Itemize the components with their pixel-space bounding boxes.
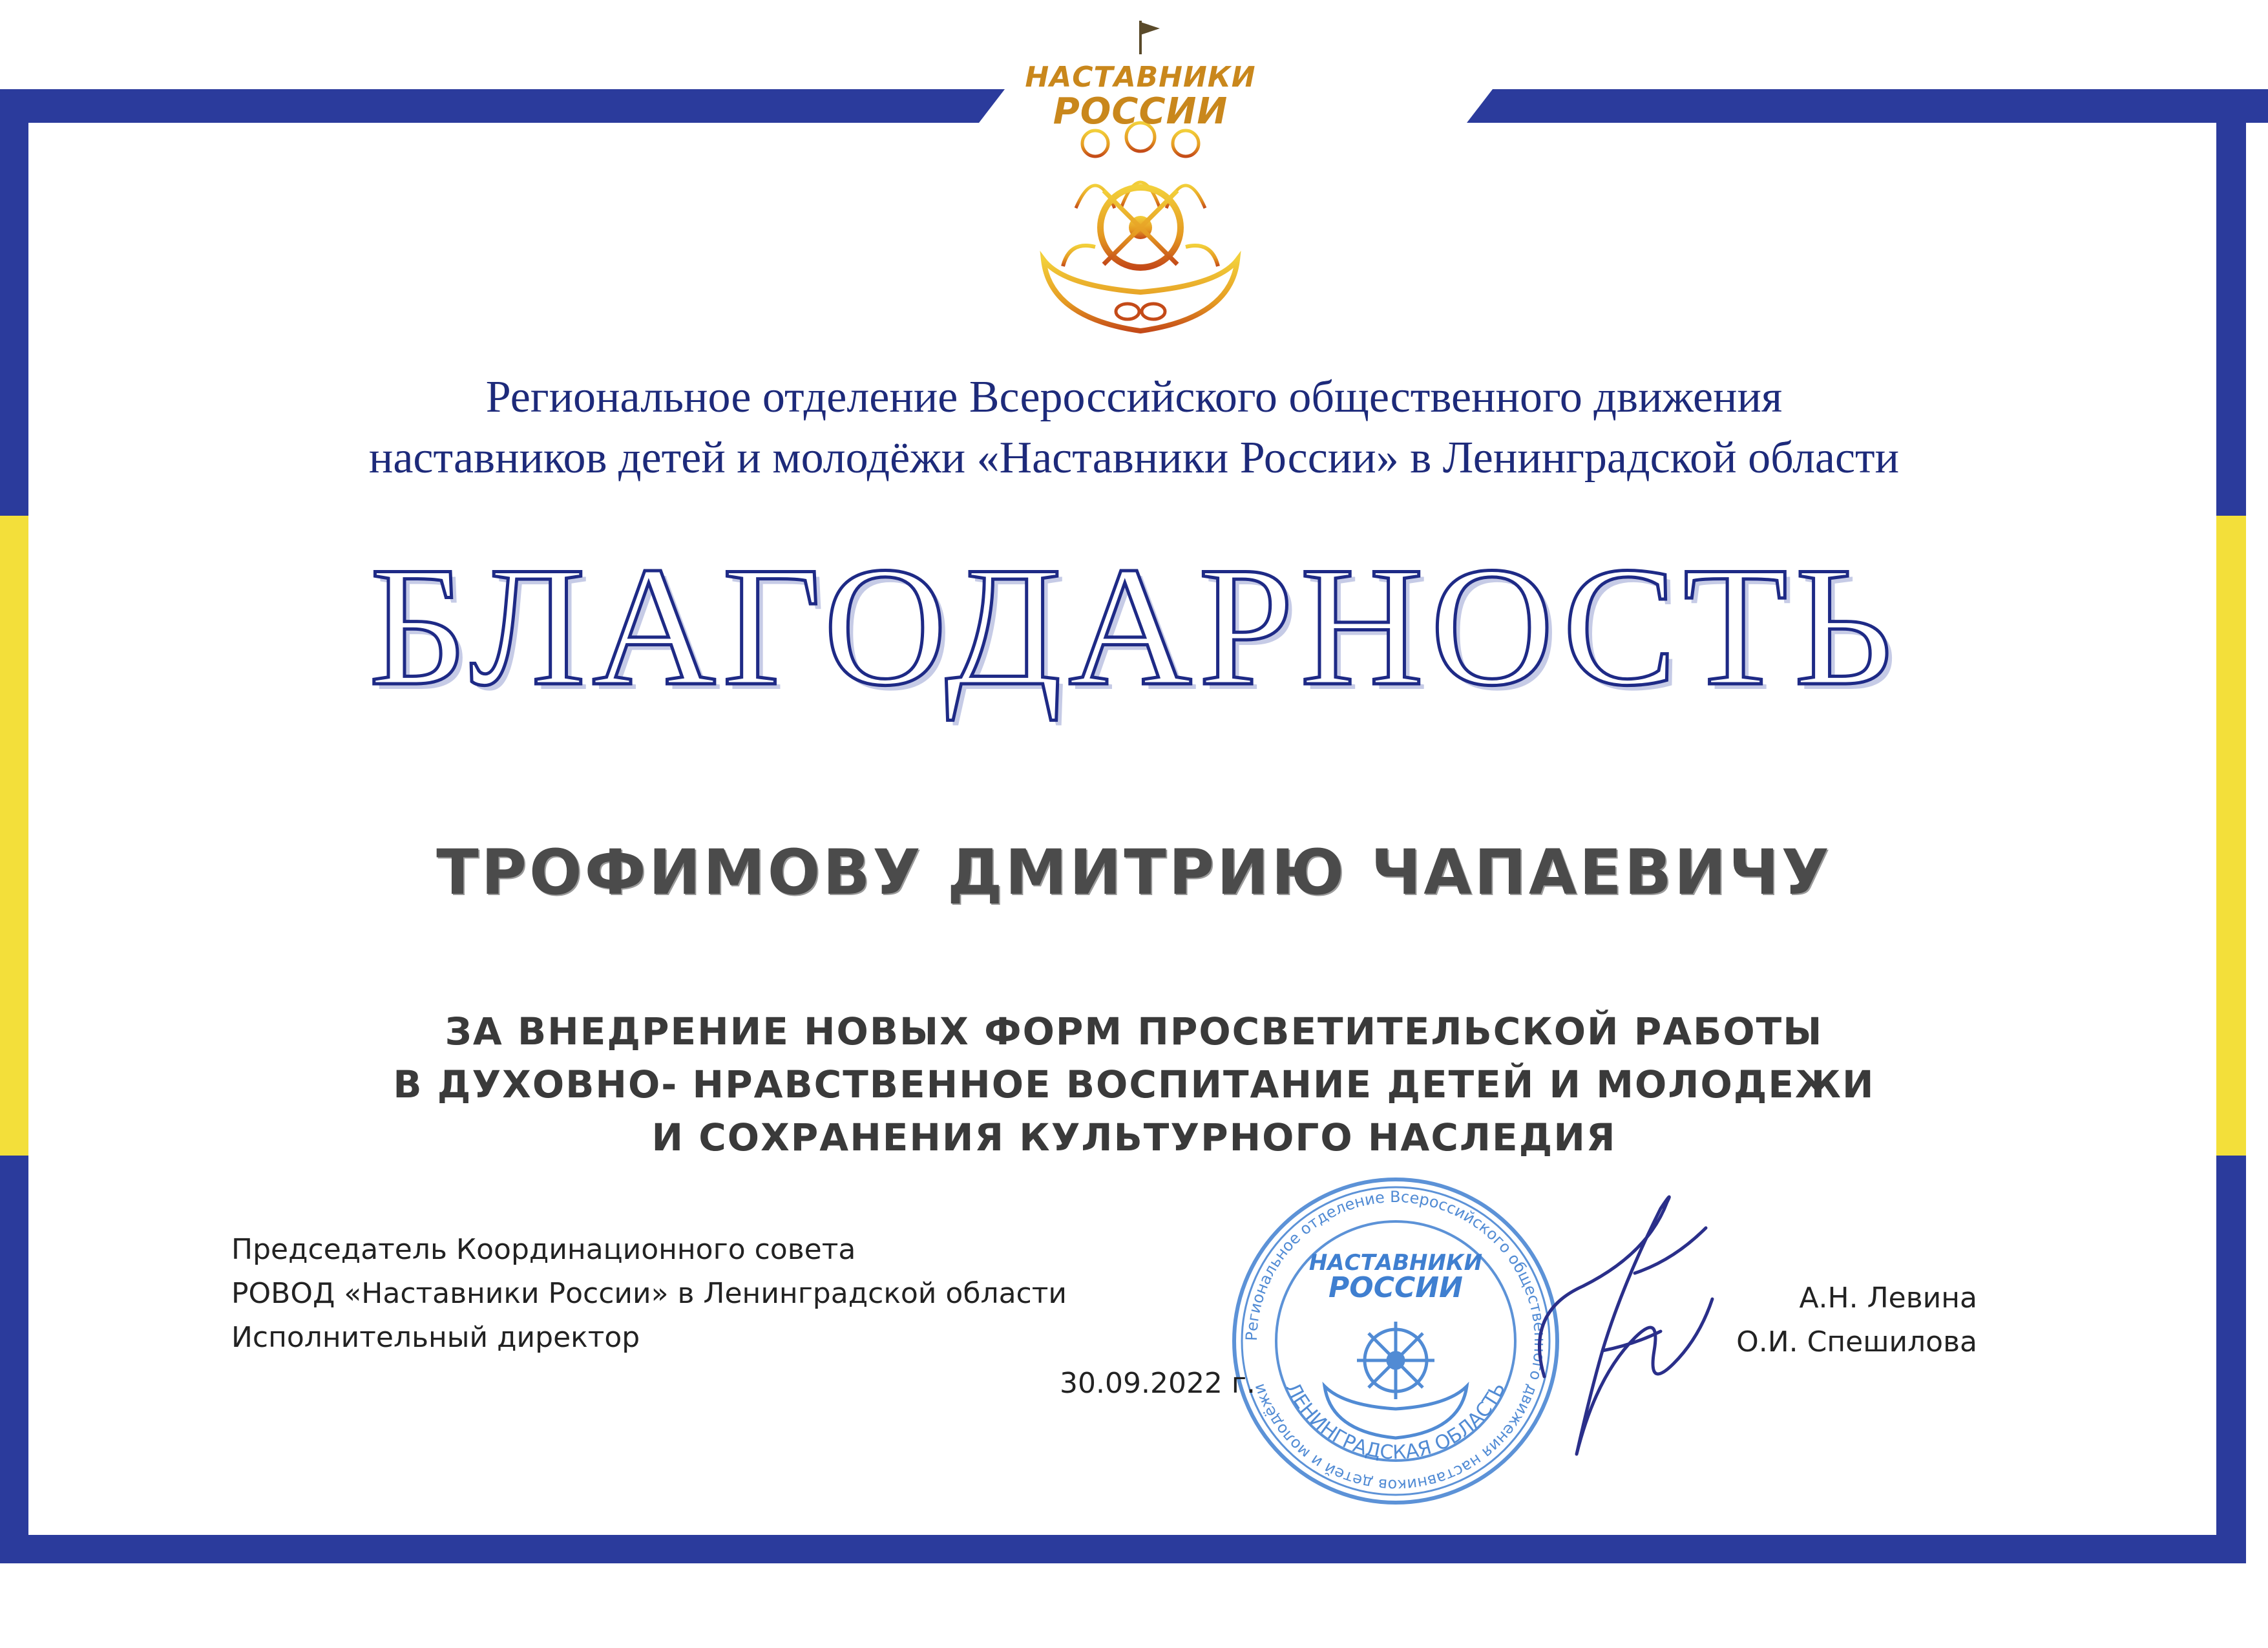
handwritten-signature bbox=[1506, 1183, 1738, 1474]
award-reason-line-3: И СОХРАНЕНИЯ КУЛЬТУРНОГО НАСЛЕДИЯ bbox=[651, 1115, 1617, 1159]
certificate-title: БЛАГОДАРНОСТЬ bbox=[369, 532, 1899, 721]
stamp-ring-text: Региональное отделение Всероссийского общественного движения наставников детей и молодёжи bbox=[1242, 1187, 1549, 1495]
frame-right-blue-top bbox=[2216, 89, 2246, 516]
award-reason bbox=[194, 1005, 2074, 1164]
recipient-name: ТРОФИМОВУ ДМИТРИЮ ЧАПАЕВИЧУ bbox=[436, 836, 1832, 909]
emblem-title-line1: НАСТАВНИКИ bbox=[1025, 61, 1256, 94]
frame-top-left bbox=[0, 89, 1005, 123]
signatory-position-2: РОВОД «Наставники России» в Ленинградской области bbox=[231, 1277, 1067, 1310]
signatory-position-3: Исполнительный директор bbox=[231, 1321, 640, 1354]
frame-right-blue-bottom bbox=[2216, 1156, 2246, 1551]
signatory-names bbox=[1706, 1276, 1977, 1364]
helm-and-hands-emblem-icon bbox=[1024, 14, 1257, 350]
stamp-bottom-text: ЛЕНИНГРАДСКАЯ ОБЛАСТЬ bbox=[1281, 1379, 1511, 1464]
organization-heading bbox=[194, 367, 2074, 489]
issue-date: 30.09.2022 г. bbox=[1060, 1367, 1256, 1400]
stamp-center-line-2: РОССИИ bbox=[1328, 1271, 1463, 1304]
signatory-name-1: А.Н. Левина bbox=[1799, 1282, 1977, 1315]
signatory-positions bbox=[231, 1228, 1067, 1360]
emblem-title-line2: РОССИИ bbox=[1053, 90, 1228, 132]
stamp-helm-icon bbox=[1325, 1322, 1467, 1438]
frame-bottom bbox=[0, 1535, 2246, 1563]
frame-top-right bbox=[1467, 89, 2268, 123]
signatory-position-1: Председатель Координационного совета bbox=[231, 1233, 856, 1266]
frame-right-yellow bbox=[2216, 516, 2246, 1156]
award-reason-line-1: ЗА ВНЕДРЕНИЕ НОВЫХ ФОРМ ПРОСВЕТИТЕЛЬСКОЙ РАБОТЫ bbox=[445, 1009, 1823, 1053]
award-reason-line-2: В ДУХОВНО- НРАВСТВЕННОЕ ВОСПИТАНИЕ ДЕТЕЙ И МОЛОДЕЖИ bbox=[393, 1062, 1875, 1106]
frame-left-yellow bbox=[0, 516, 28, 1156]
signatory-name-2: О.И. Спешилова bbox=[1736, 1326, 1977, 1358]
stamp-center-line-1: НАСТАВНИКИ bbox=[1308, 1250, 1483, 1276]
frame-left-blue-bottom bbox=[0, 1156, 28, 1551]
frame-left-blue-top bbox=[0, 89, 28, 516]
organization-line-2: наставников детей и молодёжи «Наставники России» в Ленинградской области bbox=[368, 433, 1900, 483]
organization-line-1: Региональное отделение Всероссийского общественного движения bbox=[485, 372, 1783, 422]
